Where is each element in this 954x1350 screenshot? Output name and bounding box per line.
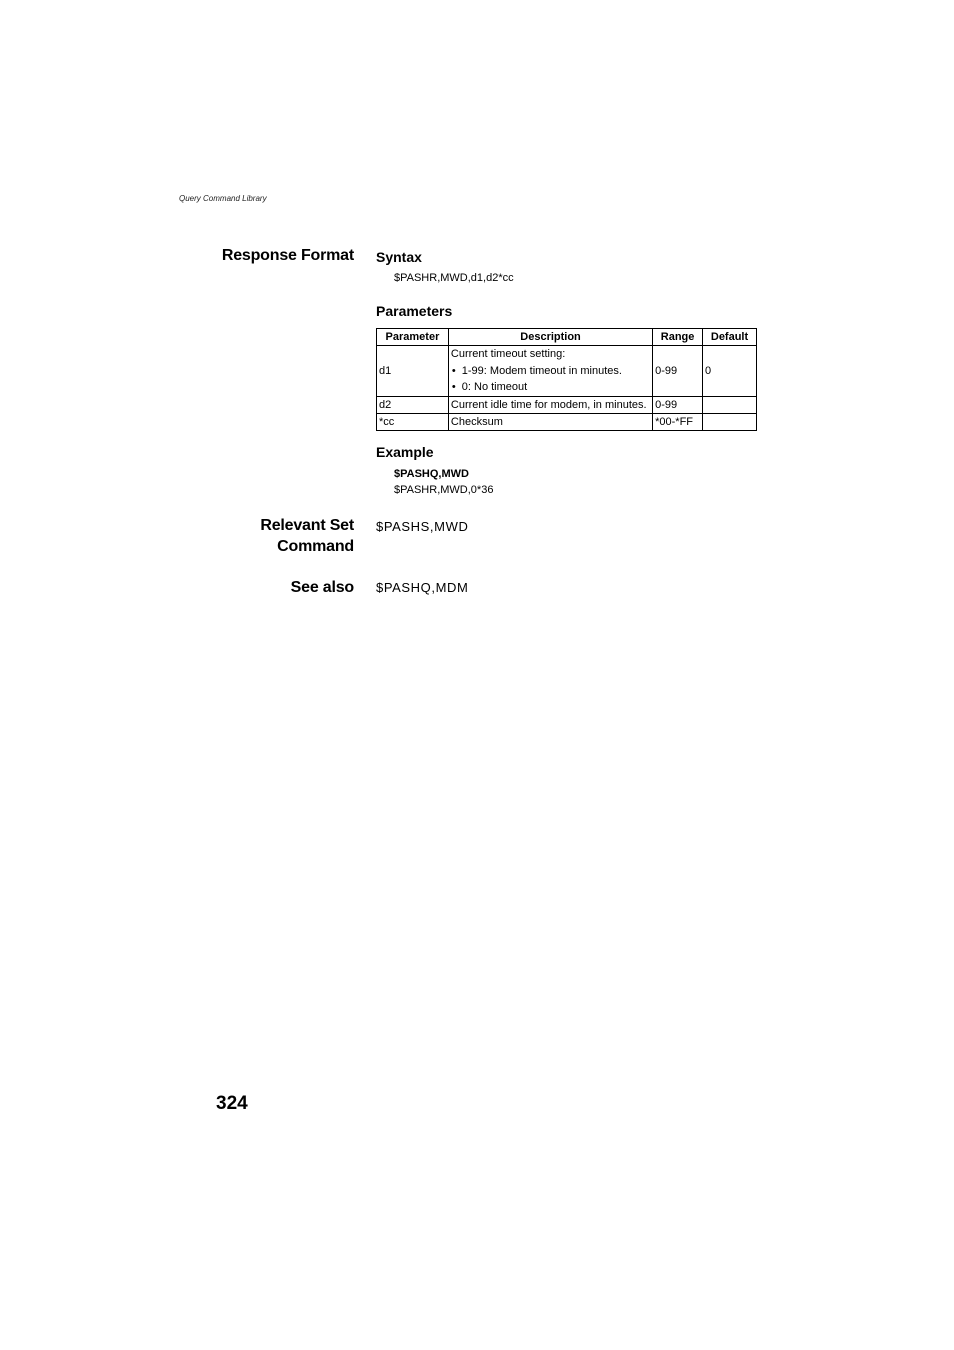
description-cell: Checksum	[448, 413, 652, 430]
range-cell: 0-99	[653, 396, 703, 413]
default-cell	[703, 396, 757, 413]
parameters-table	[376, 328, 757, 431]
running-header: Query Command Library	[179, 194, 267, 203]
example-command: $PASHQ,MWD	[394, 468, 469, 480]
table-header-row	[377, 329, 757, 346]
parameters-heading: Parameters	[376, 303, 453, 319]
example-heading: Example	[376, 444, 434, 460]
page-number: 324	[216, 1093, 248, 1114]
column-header: Default	[703, 329, 757, 346]
range-cell: *00-*FF	[653, 413, 703, 430]
relevant-set-command-label: Relevant Set Command	[260, 517, 354, 555]
default-cell	[703, 413, 757, 430]
table-row	[377, 413, 757, 430]
example-response: $PASHR,MWD,0*36	[394, 484, 494, 496]
description-cell: Current idle time for modem, in minutes.	[448, 396, 652, 413]
description-line: Current timeout setting:	[450, 348, 566, 360]
response-format-label: Response Format	[221, 247, 354, 264]
table-row	[377, 346, 757, 397]
parameter-cell: d1	[377, 346, 449, 397]
description-bullet: • 1-99: Modem timeout in minutes.	[451, 363, 650, 380]
parameter-cell: *cc	[377, 413, 449, 430]
parameter-cell: d2	[377, 396, 449, 413]
syntax-heading: Syntax	[376, 249, 422, 265]
column-header: Range	[653, 329, 703, 346]
table-row	[377, 396, 757, 413]
see-also-label: See also	[290, 579, 354, 596]
see-also-value: $PASHQ,MDM	[376, 580, 469, 595]
syntax-text: $PASHR,MWD,d1,d2*cc	[394, 272, 514, 284]
default-cell: 0	[703, 346, 757, 397]
description-cell	[448, 346, 652, 397]
column-header: Description	[448, 329, 652, 346]
relevant-set-command-value: $PASHS,MWD	[376, 519, 469, 534]
column-header: Parameter	[377, 329, 449, 346]
range-cell: 0-99	[653, 346, 703, 397]
description-bullet: • 0: No timeout	[451, 379, 650, 396]
